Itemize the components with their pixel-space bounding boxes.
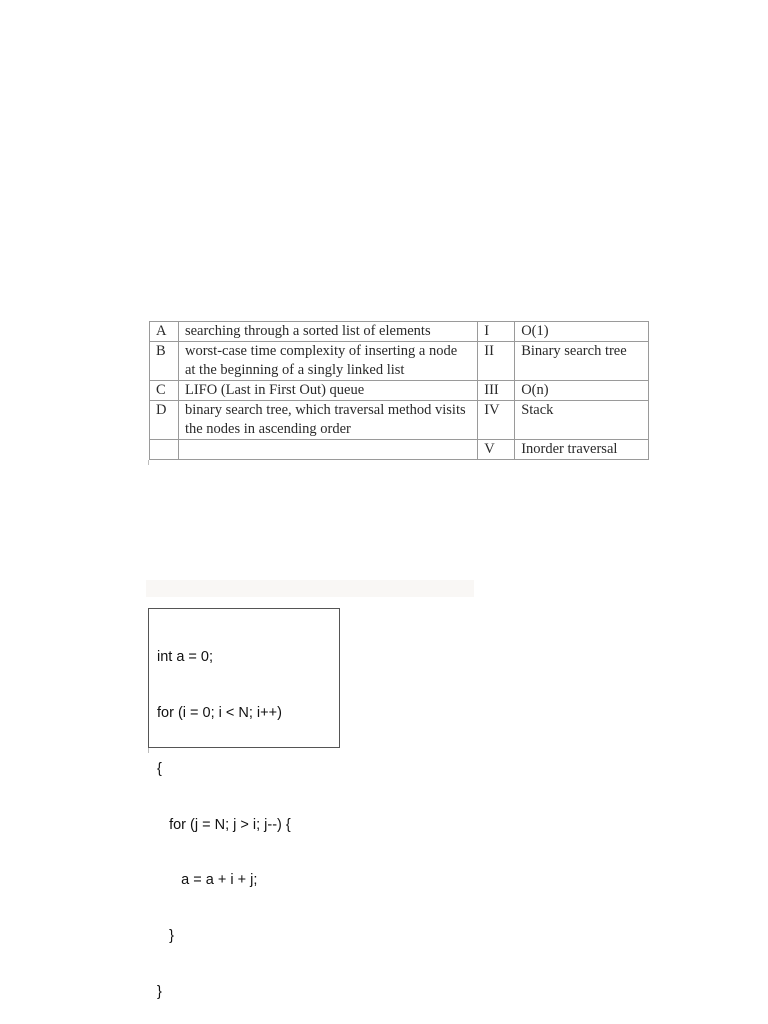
row-roman-numeral: V <box>478 440 515 460</box>
row-answer: O(1) <box>515 322 649 342</box>
table-row <box>150 401 649 440</box>
row-answer: O(n) <box>515 381 649 401</box>
code-line: for (i = 0; i < N; i++) <box>157 704 282 721</box>
row-letter: D <box>150 401 179 440</box>
code-line: for (j = N; j > i; j--) { <box>157 816 291 833</box>
table-edge-mark <box>148 460 149 465</box>
table-row <box>150 342 649 381</box>
row-answer: Stack <box>515 401 649 440</box>
row-answer: Binary search tree <box>515 342 649 381</box>
row-letter <box>150 440 179 460</box>
code-box-edge-mark <box>148 748 149 753</box>
row-letter: C <box>150 381 179 401</box>
table-row <box>150 322 649 342</box>
code-line: int a = 0; <box>157 649 214 666</box>
row-description: LIFO (Last in First Out) queue <box>178 381 477 401</box>
table-row <box>150 381 649 401</box>
table-row <box>150 440 649 460</box>
row-roman-numeral: II <box>478 342 515 381</box>
row-description <box>178 440 477 460</box>
row-description: worst-case time complexity of inserting a node at the beginning of a singly linked list <box>178 342 477 381</box>
row-roman-numeral: I <box>478 322 515 342</box>
row-letter: A <box>150 322 179 342</box>
faint-highlight-band <box>146 580 474 597</box>
code-line: { <box>157 760 162 777</box>
row-roman-numeral: IV <box>478 401 515 440</box>
matching-table <box>149 321 649 460</box>
row-description: binary search tree, which traversal method visits the nodes in ascending order <box>178 401 477 440</box>
row-roman-numeral: III <box>478 381 515 401</box>
row-description: searching through a sorted list of elements <box>178 322 477 342</box>
code-line: } <box>157 928 174 945</box>
row-answer: Inorder traversal <box>515 440 649 460</box>
code-line: } <box>157 983 162 1000</box>
code-line: a = a + i + j; <box>157 872 258 889</box>
code-snippet-box <box>148 608 340 1000</box>
row-letter: B <box>150 342 179 381</box>
